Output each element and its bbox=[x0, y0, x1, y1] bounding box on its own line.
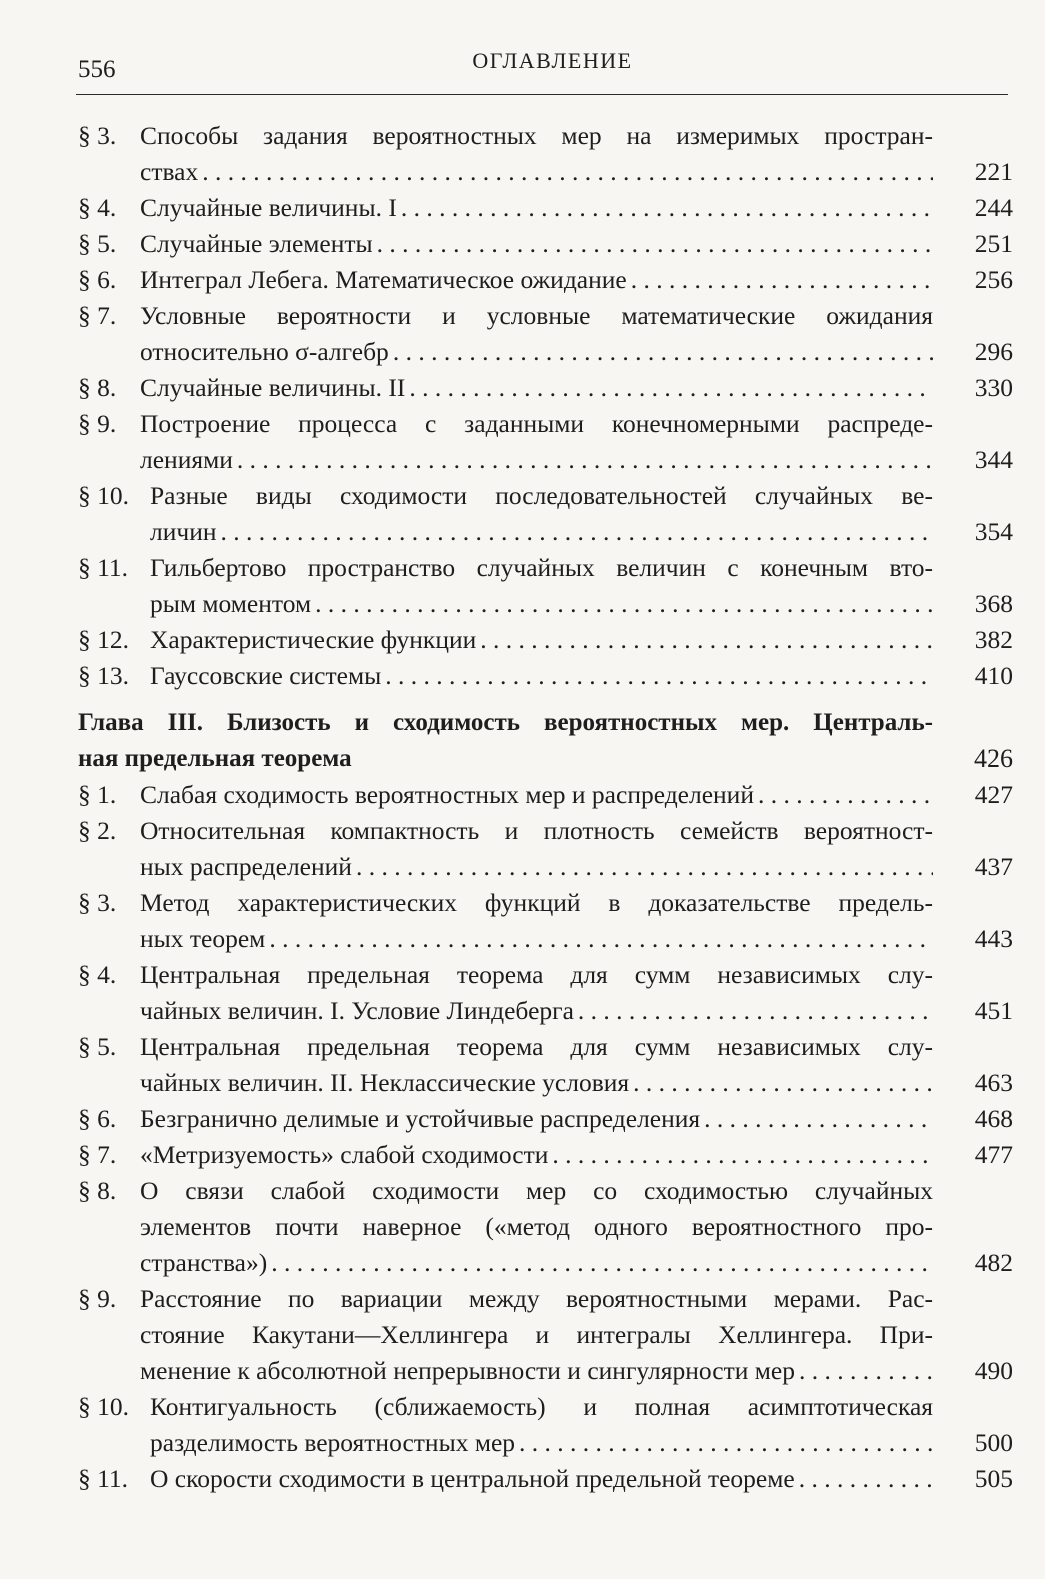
section-number: § 4. bbox=[78, 960, 117, 989]
dot-leader bbox=[799, 1461, 933, 1497]
entry-page-number: 426 bbox=[974, 744, 1013, 773]
section-number: § 12. bbox=[78, 625, 129, 654]
section-number: § 10. bbox=[78, 481, 129, 510]
entry-title-line: Расстояние по вариации между вероятностными мерами. Рас- bbox=[140, 1284, 933, 1313]
entry-page-number: 354 bbox=[974, 517, 1013, 546]
section-number: § 1. bbox=[78, 780, 117, 809]
entry-page-number: 330 bbox=[974, 373, 1013, 402]
entry-title-line: Метод характеристических функций в доказательстве предель- bbox=[140, 888, 933, 917]
section-number: § 13. bbox=[78, 661, 129, 690]
entry-title-line: Контигуальность (сближаемость) и полная асимптотическая bbox=[150, 1392, 933, 1421]
entry-page-number: 410 bbox=[974, 661, 1013, 690]
chapter-entry bbox=[78, 705, 1013, 777]
toc-entry bbox=[78, 370, 1013, 406]
dot-leader bbox=[271, 1245, 933, 1281]
entry-title-line: странства») bbox=[140, 1248, 268, 1277]
section-number: § 7. bbox=[78, 1140, 117, 1169]
toc-entry bbox=[78, 406, 1013, 478]
entry-title-line: ных распределений bbox=[140, 852, 352, 881]
entry-page-number: 296 bbox=[974, 337, 1013, 366]
toc-entry bbox=[78, 622, 1013, 658]
entry-page-number: 451 bbox=[974, 996, 1013, 1025]
entry-page-number: 382 bbox=[974, 625, 1013, 654]
running-header: ОГЛАВЛЕНИЕ bbox=[472, 48, 633, 73]
entry-page-number: 244 bbox=[974, 193, 1013, 222]
entry-title-line: Слабая сходимость вероятностных мер и распределений bbox=[140, 780, 754, 809]
toc-entry bbox=[78, 226, 1013, 262]
entry-title-line: «Метризуемость» слабой сходимости bbox=[140, 1140, 549, 1169]
entry-title-line: О скорости сходимости в центральной предельной теореме bbox=[150, 1464, 795, 1493]
dot-leader bbox=[356, 849, 933, 885]
dot-leader bbox=[377, 226, 933, 262]
entry-title-line: элементов почти наверное («метод одного вероятностного про- bbox=[140, 1212, 933, 1241]
entry-page-number: 500 bbox=[974, 1428, 1013, 1457]
entry-title-line: Глава III. Близость и сходимость вероятностных мер. Централь- bbox=[78, 709, 933, 736]
dot-leader bbox=[758, 777, 933, 813]
dot-leader bbox=[519, 1425, 933, 1461]
entry-title-line: Случайные величины. I bbox=[140, 193, 397, 222]
entry-page-number: 221 bbox=[974, 157, 1013, 186]
entry-title-line: Характеристические функции bbox=[150, 625, 477, 654]
entry-page-number: 482 bbox=[974, 1248, 1013, 1277]
dot-leader bbox=[315, 586, 933, 622]
entry-title-line: Безгранично делимые и устойчивые распределения bbox=[140, 1104, 701, 1133]
toc-entry bbox=[78, 262, 1013, 298]
toc-entry bbox=[78, 957, 1013, 1029]
page-number: 556 bbox=[78, 56, 116, 83]
entry-title-line: Центральная предельная теорема для сумм независимых слу- bbox=[140, 960, 933, 989]
dot-leader bbox=[480, 622, 933, 658]
entry-title-line: Случайные элементы bbox=[140, 229, 373, 258]
toc-entry bbox=[78, 813, 1013, 885]
entry-title-line: О связи слабой сходимости мер со сходимостью случайных bbox=[140, 1176, 933, 1205]
toc-entry bbox=[78, 1461, 1013, 1497]
section-number: § 10. bbox=[78, 1392, 129, 1421]
entry-title-line: ствах bbox=[140, 157, 199, 186]
entry-title-line: разделимость вероятностных мер bbox=[150, 1428, 516, 1457]
toc-entry bbox=[78, 190, 1013, 226]
entry-page-number: 490 bbox=[974, 1356, 1013, 1385]
section-number: § 6. bbox=[78, 265, 117, 294]
toc-entry bbox=[78, 885, 1013, 957]
section-number: § 5. bbox=[78, 229, 117, 258]
section-number: § 7. bbox=[78, 301, 117, 330]
dot-leader bbox=[269, 921, 933, 957]
entry-page-number: 344 bbox=[974, 445, 1013, 474]
entry-title-line: ных теорем bbox=[140, 924, 266, 953]
entry-title-line: чайных величин. II. Неклассические условия bbox=[140, 1068, 630, 1097]
table-of-contents bbox=[78, 118, 1013, 1497]
entry-title-line: Способы задания вероятностных мер на измеримых простран- bbox=[140, 121, 933, 150]
section-number: § 11. bbox=[78, 1464, 129, 1493]
toc-entry bbox=[78, 658, 1013, 694]
section-number: § 11. bbox=[78, 553, 129, 582]
entry-title-line: Построение процесса с заданными конечномерными распреде- bbox=[140, 409, 933, 438]
toc-entry bbox=[78, 1137, 1013, 1173]
dot-leader bbox=[578, 993, 933, 1029]
entry-title-line: менение к абсолютной непрерывности и сингулярности мер bbox=[140, 1356, 795, 1385]
entry-page-number: 437 bbox=[974, 852, 1013, 881]
entry-title-line: лениями bbox=[140, 445, 233, 474]
toc-entry bbox=[78, 550, 1013, 622]
entry-title-line: ная предельная теорема bbox=[78, 745, 352, 772]
toc-entry bbox=[78, 118, 1013, 190]
entry-title-line: Разные виды сходимости последовательностей случайных ве- bbox=[150, 481, 933, 510]
toc-entry bbox=[78, 1101, 1013, 1137]
entry-title-line: стояние Какутани—Хеллингера и интегралы Хеллингера. При- bbox=[140, 1320, 933, 1349]
entry-title-line: Центральная предельная теорема для сумм независимых слу- bbox=[140, 1032, 933, 1061]
toc-entry bbox=[78, 777, 1013, 813]
section-number: § 6. bbox=[78, 1104, 117, 1133]
entry-title-line: чайных величин. I. Условие Линдеберга bbox=[140, 996, 574, 1025]
dot-leader bbox=[704, 1101, 933, 1137]
section-number: § 2. bbox=[78, 816, 117, 845]
dot-leader bbox=[552, 1137, 933, 1173]
toc-entry bbox=[78, 298, 1013, 370]
section-number: § 8. bbox=[78, 373, 117, 402]
toc-entry bbox=[78, 478, 1013, 550]
entry-page-number: 463 bbox=[974, 1068, 1013, 1097]
entry-title-line: Интеграл Лебега. Математическое ожидание bbox=[140, 265, 627, 294]
toc-entry bbox=[78, 1029, 1013, 1101]
entry-page-number: 256 bbox=[974, 265, 1013, 294]
entry-page-number: 443 bbox=[974, 924, 1013, 953]
dot-leader bbox=[237, 442, 933, 478]
toc-entry bbox=[78, 1173, 1013, 1281]
section-number: § 4. bbox=[78, 193, 117, 222]
toc-entry bbox=[78, 1389, 1013, 1461]
dot-leader bbox=[385, 658, 933, 694]
dot-leader bbox=[221, 514, 934, 550]
dot-leader bbox=[393, 334, 933, 370]
entry-page-number: 505 bbox=[974, 1464, 1013, 1493]
entry-title-line: Относительная компактность и плотность семейств вероятност- bbox=[140, 816, 933, 845]
dot-leader bbox=[631, 262, 933, 298]
entry-title-line: Гауссовские системы bbox=[150, 661, 382, 690]
section-number: § 8. bbox=[78, 1176, 117, 1205]
entry-title-line: Случайные величины. II bbox=[140, 373, 406, 402]
entry-page-number: 468 bbox=[974, 1104, 1013, 1133]
entry-page-number: 368 bbox=[974, 589, 1013, 618]
entry-title-line: Условные вероятности и условные математические ожидания bbox=[140, 301, 933, 330]
entry-page-number: 251 bbox=[974, 229, 1013, 258]
toc-entry bbox=[78, 1281, 1013, 1389]
entry-page-number: 427 bbox=[974, 780, 1013, 809]
section-number: § 5. bbox=[78, 1032, 117, 1061]
entry-title-line: Гильбертово пространство случайных величин с конечным вто- bbox=[150, 553, 933, 582]
dot-leader bbox=[401, 190, 933, 226]
entry-title-line: личин bbox=[150, 517, 217, 546]
section-number: § 9. bbox=[78, 1284, 117, 1313]
dot-leader bbox=[409, 370, 933, 406]
dot-leader bbox=[202, 154, 933, 190]
section-number: § 9. bbox=[78, 409, 117, 438]
section-number: § 3. bbox=[78, 121, 117, 150]
dot-leader bbox=[799, 1353, 933, 1389]
header-rule bbox=[76, 94, 1008, 95]
section-number: § 3. bbox=[78, 888, 117, 917]
entry-title-line: относительно σ-алгебр bbox=[140, 337, 389, 366]
dot-leader bbox=[633, 1065, 933, 1101]
entry-page-number: 477 bbox=[974, 1140, 1013, 1169]
entry-title-line: рым моментом bbox=[150, 589, 312, 618]
